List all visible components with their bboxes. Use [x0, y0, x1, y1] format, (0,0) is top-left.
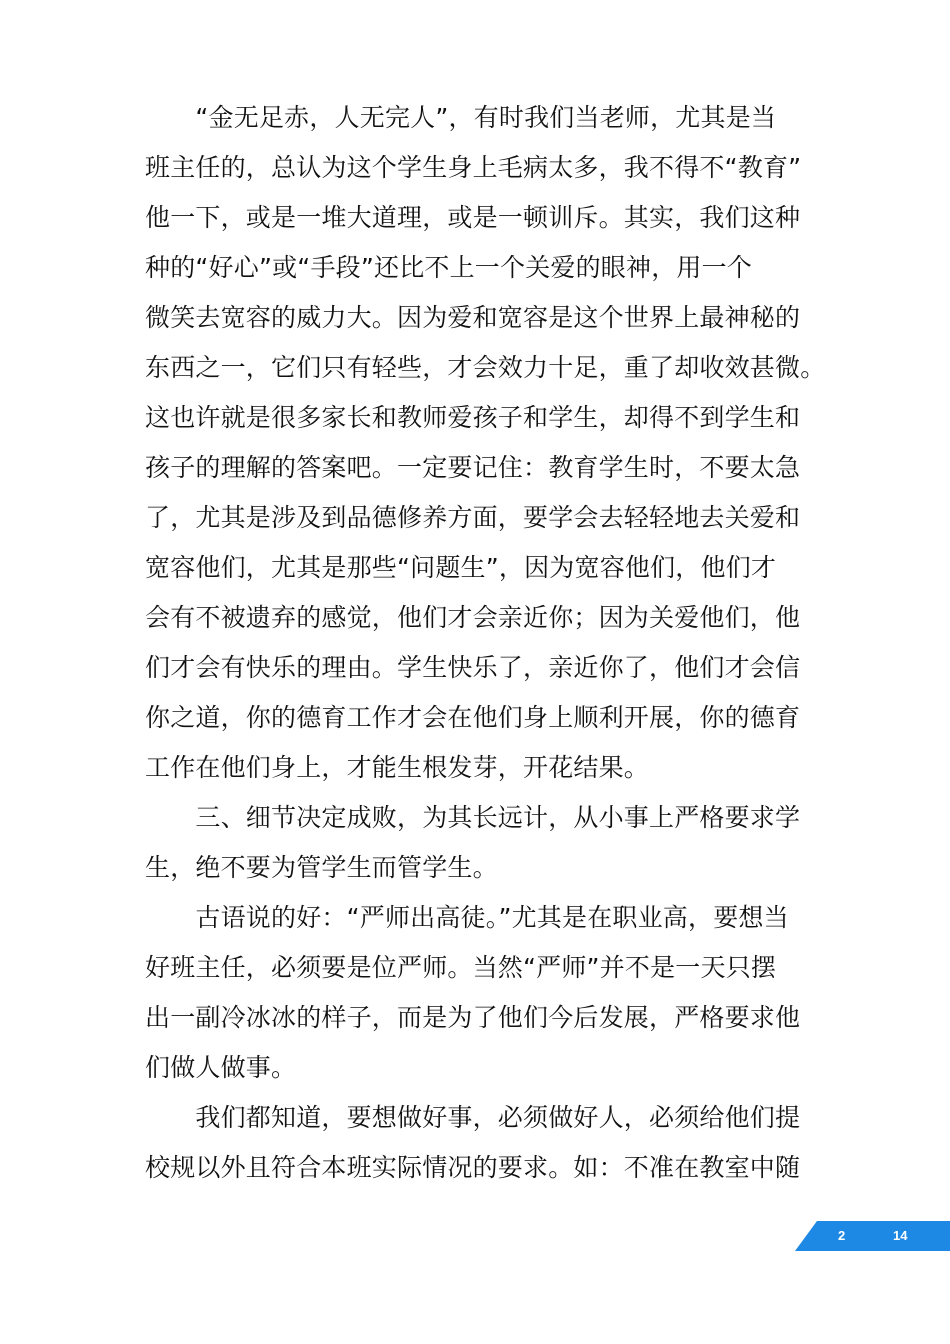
text-line: 们才会有快乐的理由。学生快乐了，亲近你了，他们才会信 [145, 653, 801, 682]
text-line: 这也许就是很多家长和教师爱孩子和学生，却得不到学生和 [145, 403, 801, 432]
text-line: 孩子的理解的答案吧。一定要记住：教育学生时，不要太急 [145, 453, 801, 482]
text-line: 你之道，你的德育工作才会在他们身上顺利开展，你的德育 [145, 703, 801, 732]
text-line: 他一下，或是一堆大道理，或是一顿训斥。其实，我们这种 [145, 203, 801, 232]
text-line: “金无足赤，人无完人”，有时我们当老师，尤其是当 [145, 103, 777, 132]
text-line: 好班主任，必须要是位严师。当然“严师”并不是一天只摆 [145, 953, 777, 982]
text-line: 校规以外且符合本班实际情况的要求。如：不准在教室中随 [145, 1153, 801, 1182]
text-line: 微笑去宽容的威力大。因为爱和宽容是这个世界上最神秘的 [145, 303, 801, 332]
text-line: 种的“好心”或“手段”还比不上一个关爱的眼神，用一个 [145, 253, 753, 282]
text-line: 东西之一，它们只有轻些，才会效力十足，重了却收效甚微。 [145, 353, 826, 382]
page-number-badge [795, 1221, 950, 1251]
page-current: 2 [838, 1228, 846, 1243]
text-line: 们做人做事。 [145, 1053, 297, 1082]
text-line: 三、细节决定成败，为其长远计，从小事上严格要求学 [145, 803, 801, 832]
page-badge-shape [795, 1221, 950, 1251]
text-line: 工作在他们身上，才能生根发芽，开花结果。 [145, 753, 650, 782]
text-line: 了，尤其是涉及到品德修养方面，要学会去轻轻地去关爱和 [145, 503, 801, 532]
text-line: 生，绝不要为管学生而管学生。 [145, 853, 498, 882]
text-line: 古语说的好：“严师出高徒。”尤其是在职业高，要想当 [145, 903, 789, 932]
text-line: 班主任的，总认为这个学生身上毛病太多，我不得不“教育” [145, 153, 802, 182]
text-line: 出一副冷冰冰的样子，而是为了他们今后发展，严格要求他 [145, 1003, 801, 1032]
text-line: 我们都知道，要想做好事，必须做好人，必须给他们提 [145, 1103, 801, 1132]
text-line: 宽容他们，尤其是那些“问题生”，因为宽容他们，他们才 [145, 553, 777, 582]
text-line: 会有不被遗弃的感觉，他们才会亲近你；因为关爱他们，他 [145, 603, 801, 632]
body-text [145, 93, 825, 1193]
page-total: 14 [893, 1228, 908, 1243]
